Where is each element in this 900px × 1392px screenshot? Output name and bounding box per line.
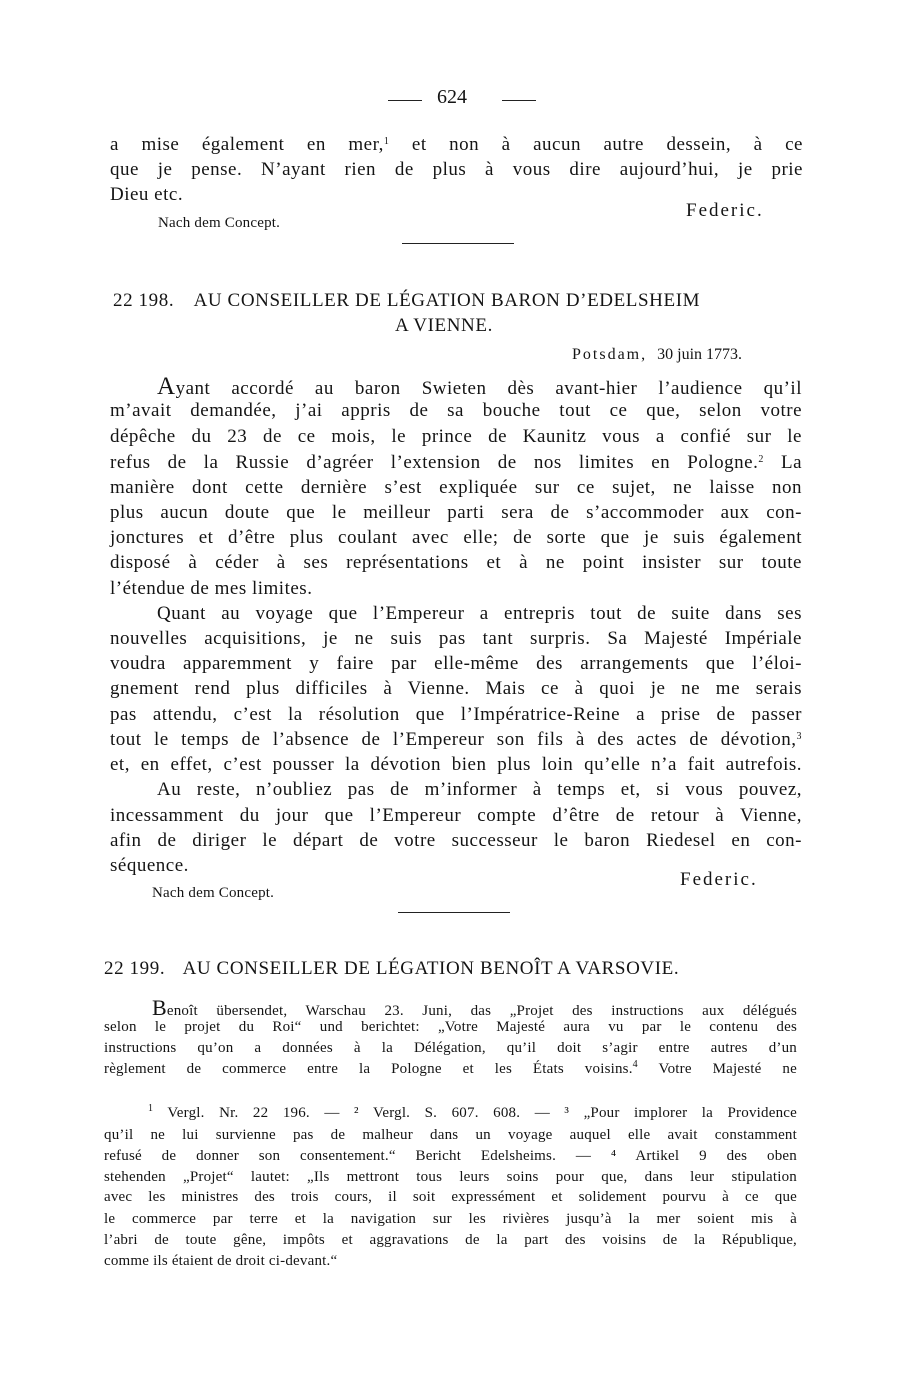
text-line: et, en effet, c’est pousser la dévotion bien plus loin qu’elle n’a fait autrefois. xyxy=(110,754,802,775)
text-line: règlement de commerce entre la Pologne et les États voisins.$^4$ Votre Majesté ne xyxy=(104,1059,797,1077)
signature: Federic. xyxy=(680,869,758,890)
page-number: 624 xyxy=(437,86,467,108)
text-line: l’étendue de mes limites. xyxy=(110,578,313,599)
footnote-line: refusé de donner son consentement.“ Bericht Edelsheims. — ⁴ Artikel 9 des oben xyxy=(104,1148,797,1164)
text-line: voudra apparemment y faire par elle-même des arrangements que l’éloi- xyxy=(110,653,802,674)
text-line: pas attendu, c’est la résolution que l’Impératrice-Reine a prise de passer xyxy=(110,704,802,725)
footnote-line: qu’il ne lui survienne pas de malheur dans un voyage auquel elle avait constamment xyxy=(104,1127,797,1143)
text-line: Dieu etc. xyxy=(110,184,184,205)
text-line: m’avait demandée, j’ai appris de sa bouche tout ce que, selon votre xyxy=(110,400,802,421)
text-line: afin de diriger le départ de votre successeur le baron Riedesel en con- xyxy=(110,830,802,851)
text-line: Quant au voyage que l’Empereur a entrepris tout de suite dans ses xyxy=(157,603,802,624)
footnote-line: stehenden „Projet“ lautet: „Ils mettront tous leurs soins pour que, dans leur stipulation xyxy=(104,1169,797,1185)
text-line: tout le temps de l’absence de l’Empereur son fils à des actes de dévotion,$^3$ xyxy=(110,729,802,750)
text-line: dépêche du 23 de ce mois, le prince de Kaunitz vous a confié sur le xyxy=(110,426,802,447)
letter-heading xyxy=(113,290,700,312)
dropcap: B xyxy=(152,995,167,1020)
text-line: incessamment du jour que l’Empereur compte d’être de retour à Vienne, xyxy=(110,805,802,826)
letter-number: 22 199. xyxy=(104,958,166,979)
text-line: Au reste, n’oubliez pas de m’informer à temps et, si vous pouvez, xyxy=(157,779,802,800)
letter-dateline xyxy=(572,346,742,364)
footnote-line: comme ils étaient de droit ci-devant.“ xyxy=(104,1253,338,1269)
header-rule-right xyxy=(502,100,536,101)
section-divider xyxy=(398,912,510,913)
text-line: jonctures et d’être plus coulant avec elle; de sorte que je suis également xyxy=(110,527,802,548)
footnote-line: $^1$ Vergl. Nr. 22 196. — ² Vergl. S. 607. 608. — ³ „Pour implorer la Providence xyxy=(148,1103,797,1121)
footnote-line: l’abri de toute gêne, impôts et aggravations de la part des voisins de la République, xyxy=(104,1232,797,1248)
text-line: a mise également en mer,$^1$ et non à aucun autre dessein, à ce xyxy=(110,134,803,155)
letter-title: AU CONSEILLER DE LÉGATION BARON D’EDELSHEIM xyxy=(193,290,701,311)
letter-title: AU CONSEILLER DE LÉGATION BENOÎT A VARSOVIE. xyxy=(182,958,680,979)
text-line: disposé à céder à ses représentations et à ne point insister sur toute xyxy=(110,552,802,573)
text-line: que je pense. N’ayant rien de plus à vous dire aujourd’hui, je prie xyxy=(110,159,803,180)
letter-heading xyxy=(104,958,679,980)
text-line: manière dont cette dernière s’est expliquée sur ce sujet, ne laisse non xyxy=(110,477,802,498)
footnote-line: avec les ministres des trois cours, il soit expressément et solidement pourvu à ce que xyxy=(104,1189,797,1205)
source-note: Nach dem Concept. xyxy=(158,215,281,231)
header-rule-left xyxy=(388,100,422,101)
text-line: plus aucun doute que le meilleur parti sera de s’accommoder aux con- xyxy=(110,502,802,523)
text-line: séquence. xyxy=(110,855,189,876)
text-line: nouvelles acquisitions, je ne suis pas tant surpris. Sa Majesté Impériale xyxy=(110,628,802,649)
text-line: Benoît übersendet, Warschau 23. Juni, das „Projet des instructions aux délégués xyxy=(152,995,797,1020)
signature: Federic. xyxy=(686,200,764,221)
text-line: Ayant accordé au baron Swieten dès avant-hier l’audience qu’il xyxy=(157,373,802,400)
letter-title-line2: A VIENNE. xyxy=(395,315,493,336)
text-line: instructions qu’on a données à la Délégation, qu’il doit s’agir entre autres d’un xyxy=(104,1040,797,1056)
footnote-line: le commerce par terre et la navigation sur les rivières jusqu’à la mer soient mis à xyxy=(104,1211,797,1227)
place: Potsdam, xyxy=(572,346,648,363)
letter-number: 22 198. xyxy=(113,290,175,311)
text-line: refus de la Russie d’agréer l’extension de nos limites en Pologne.$^2$ La xyxy=(110,452,802,473)
text-line: selon le projet du Roi“ und berichtet: „Votre Majesté aura vu par le contenu des xyxy=(104,1019,797,1035)
section-divider xyxy=(402,243,514,244)
date: 30 juin 1773. xyxy=(657,346,743,363)
text-line: gnement rend plus difficiles à Vienne. Mais ce à quoi je ne me serais xyxy=(110,678,802,699)
dropcap: A xyxy=(157,373,176,400)
source-note: Nach dem Concept. xyxy=(152,885,275,901)
